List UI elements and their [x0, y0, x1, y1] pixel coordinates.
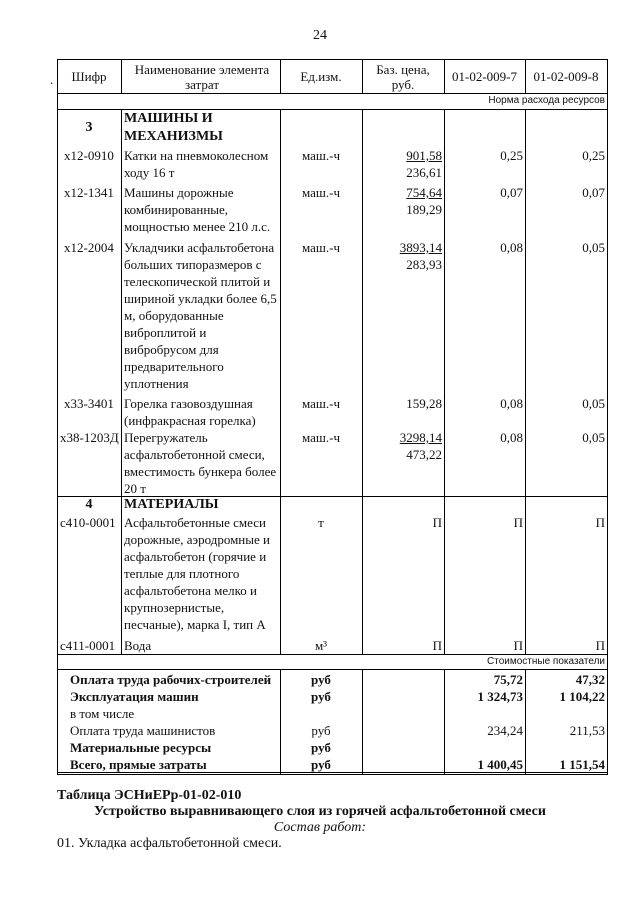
header-name: Наименование элемента затрат — [134, 62, 270, 92]
row-price-labor: 236,61 — [406, 165, 442, 180]
page-number: 24 — [313, 28, 327, 43]
total-label: в том числе — [70, 706, 135, 721]
row-price: 3298,14 — [399, 430, 442, 445]
row-code: х12-1341 — [64, 185, 114, 200]
total-value-1: 75,72 — [493, 672, 523, 687]
row-value-2: 0,05 — [582, 240, 605, 255]
total-unit: руб — [311, 689, 331, 704]
total-label: Оплата труда машинистов — [70, 723, 216, 738]
section-title: МАШИНЫ И МЕХАНИЗМЫ — [124, 111, 223, 144]
norm-caption: Норма расхода ресурсов — [488, 95, 605, 106]
total-unit: руб — [311, 740, 331, 755]
row-unit: маш.-ч — [301, 240, 341, 255]
header-price: Баз. цена, руб. — [376, 62, 430, 92]
row-name: Укладчики асфальтобетона больших типоразмеров с телескопической плитой и шириной укладки более 6,5 м, оборудованные виброплитой и вибробрусом для предварительного уплотнения — [124, 240, 277, 391]
row-name: Машины дорожные комбинированные, мощностью менее 210 л.с. — [124, 185, 271, 234]
total-value-1: 1 400,45 — [477, 757, 523, 772]
row-price: П — [432, 515, 442, 530]
row-price: 754,64 — [406, 185, 442, 200]
row-value-2: 0,07 — [582, 185, 605, 200]
work-item: 01. Укладка асфальтобетонной смеси. — [57, 836, 282, 851]
total-value-2: 47,32 — [575, 672, 605, 687]
row-value-2: П — [595, 638, 605, 653]
row-value-2: П — [595, 515, 605, 530]
total-unit: руб — [311, 757, 331, 772]
row-price-labor: 283,93 — [406, 257, 442, 272]
row-code: х12-0910 — [64, 148, 114, 163]
row-value-1: П — [513, 638, 523, 653]
total-value-2: 1 151,54 — [559, 757, 605, 772]
row-value-2: 0,25 — [582, 148, 605, 163]
total-value-1: 234,24 — [487, 723, 523, 738]
total-label: Материальные ресурсы — [70, 740, 212, 755]
row-unit: маш.-ч — [301, 430, 341, 445]
row-price-labor: 473,22 — [406, 447, 442, 462]
row-value-2: 0,05 — [582, 430, 605, 445]
row-code: х12-2004 — [64, 240, 114, 255]
header-code: Шифр — [71, 69, 107, 84]
row-price-labor: 189,29 — [406, 202, 442, 217]
row-unit: м³ — [314, 638, 328, 653]
row-value-1: 0,25 — [500, 148, 523, 163]
row-price: 159,28 — [406, 396, 442, 411]
row-name: Перегружатель асфальтобетонной смеси, вместимость бункера более 20 т — [124, 430, 277, 496]
stray-dot: . — [50, 72, 54, 87]
row-price: 901,58 — [406, 148, 442, 163]
section-number: 3 — [85, 120, 93, 135]
header-col1: 01-02-009-7 — [452, 69, 517, 84]
row-name: Горелка газовоздушная (инфракрасная горелка) — [124, 396, 256, 428]
row-value-2: 0,05 — [582, 396, 605, 411]
row-unit: маш.-ч — [301, 396, 341, 411]
total-value-1: 1 324,73 — [477, 689, 523, 704]
row-code: с410-0001 — [60, 515, 116, 530]
total-label: Всего, прямые затраты — [70, 757, 207, 772]
row-value-1: 0,08 — [500, 240, 523, 255]
row-unit: т — [318, 515, 324, 530]
row-unit: маш.-ч — [301, 185, 341, 200]
row-value-1: П — [513, 515, 523, 530]
section-title: МАТЕРИАЛЫ — [124, 497, 219, 512]
row-unit: маш.-ч — [301, 148, 341, 163]
section-number: 4 — [85, 497, 93, 512]
total-label: Эксплуатация машин — [70, 689, 199, 704]
total-unit: руб — [311, 672, 331, 687]
cost-caption: Стоимостные показатели — [487, 656, 605, 667]
row-price: П — [432, 638, 442, 653]
header-unit: Ед.изм. — [300, 69, 342, 84]
total-label: Оплата труда рабочих-строителей — [70, 672, 272, 687]
row-name: Вода — [124, 638, 152, 653]
row-code: х38-1203Д — [60, 430, 119, 445]
table-title: Таблица ЭСНиЕРр-01-02-010 — [57, 788, 242, 803]
row-price: 3893,14 — [399, 240, 442, 255]
total-value-2: 1 104,22 — [559, 689, 605, 704]
row-value-1: 0,07 — [500, 185, 523, 200]
table-subtitle: Устройство выравнивающего слоя из горячей асфальтобетонной смеси — [94, 804, 546, 819]
row-code: х33-3401 — [64, 396, 114, 411]
row-value-1: 0,08 — [500, 396, 523, 411]
total-value-2: 211,53 — [569, 723, 605, 738]
row-code: с411-0001 — [60, 638, 116, 653]
header-col2: 01-02-009-8 — [533, 69, 599, 84]
row-name: Катки на пневмоколесном ходу 16 т — [124, 148, 269, 180]
total-unit: руб — [311, 723, 331, 738]
row-name: Асфальтобетонные смеси дорожные, аэродромные и асфальтобетон (горячие и теплые для плотного асфальтобетона мелко и крупнозернистые, песчаные), марка I, тип А — [124, 515, 270, 632]
row-value-1: 0,08 — [500, 430, 523, 445]
work-caption: Состав работ: — [273, 820, 367, 835]
